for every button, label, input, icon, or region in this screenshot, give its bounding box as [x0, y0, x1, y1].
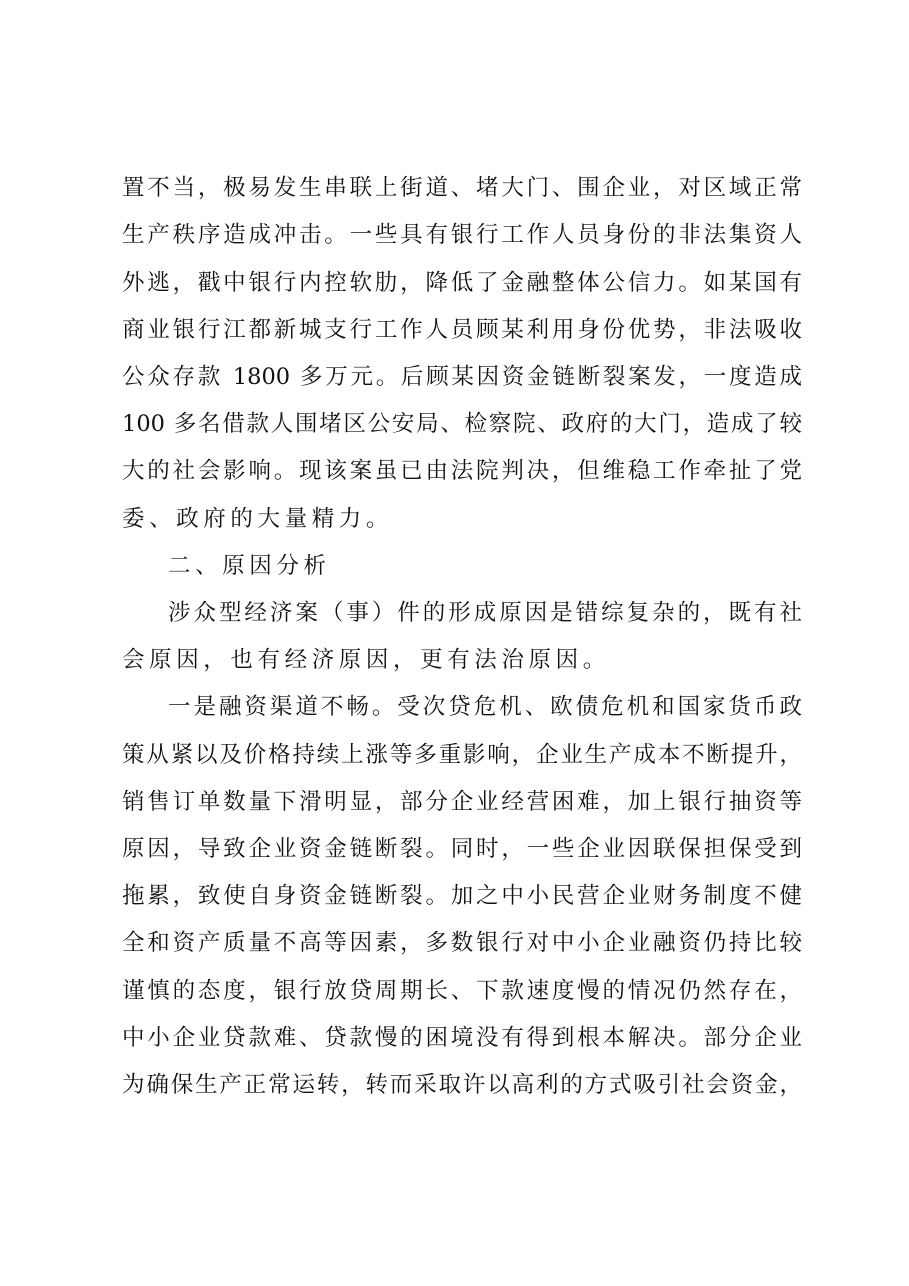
text-line: 全和资产质量不高等因素，多数银行对中小企业融资仍持比较 — [122, 930, 802, 956]
text-line: 100 多名借款人围堵区公安局、检察院、政府的大门，造成了较 — [122, 411, 802, 437]
text-line: 涉众型经济案（事）件的形成原因是错综复杂的，既有社 — [168, 600, 802, 626]
text-line: 销售订单数量下滑明显，部分企业经营困难，加上银行抽资等 — [122, 789, 802, 815]
text-line: 置不当，极易发生串联上街道、堵大门、围企业，对区域正常 — [122, 175, 802, 201]
text-line: 生产秩序造成冲击。一些具有银行工作人员身份的非法集资人 — [122, 222, 802, 248]
text-line: 公众存款 1800 多万元。后顾某因资金链断裂案发，一度造成 — [122, 364, 802, 390]
text-line: 原因，导致企业资金链断裂。同时，一些企业因联保担保受到 — [122, 836, 802, 862]
text-line: 大的社会影响。现该案虽已由法院判决，但维稳工作牵扯了党 — [122, 458, 802, 484]
text-line: 中小企业贷款难、贷款慢的困境没有得到根本解决。部分企业 — [122, 1025, 802, 1051]
text-line: 谨慎的态度，银行放贷周期长、下款速度慢的情况仍然存在， — [122, 978, 802, 1004]
text-line: 为确保生产正常运转，转而采取许以高利的方式吸引社会资金， — [122, 1072, 802, 1098]
text-line: 一是融资渠道不畅。受次贷危机、欧债危机和国家货币政 — [168, 694, 802, 720]
text-line: 外逃，戳中银行内控软肋，降低了金融整体公信力。如某国有 — [122, 270, 802, 296]
text-line: 拖累，致使自身资金链断裂。加之中小民营企业财务制度不健 — [122, 883, 802, 909]
text-line: 策从紧以及价格持续上涨等多重影响，企业生产成本不断提升， — [122, 742, 802, 768]
text-line: 委、政府的大量精力。 — [122, 506, 394, 532]
section-heading: 二、原因分析 — [168, 553, 331, 579]
text-line: 商业银行江都新城支行工作人员顾某利用身份优势，非法吸收 — [122, 317, 802, 343]
text-line: 会原因，也有经济原因，更有法治原因。 — [122, 647, 610, 673]
